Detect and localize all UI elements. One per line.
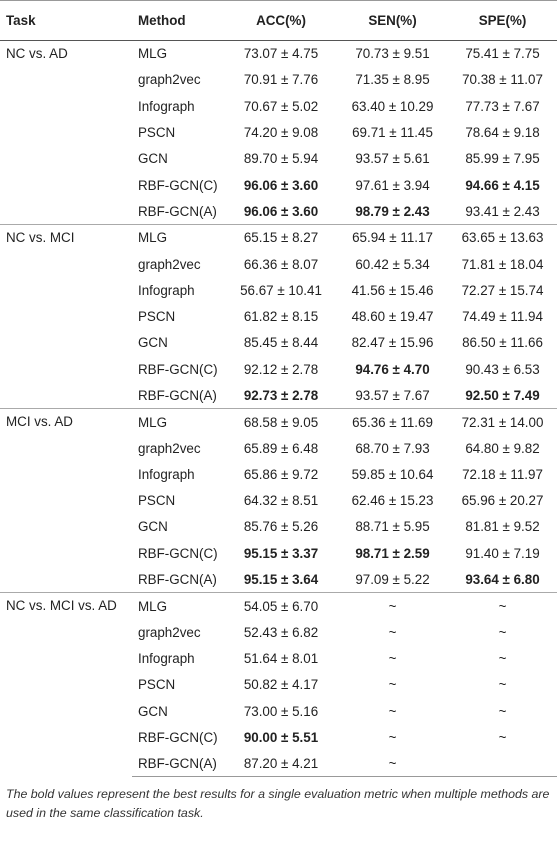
table-footnote: The bold values represent the best results for a single evaluation metric when multiple methods are used in the same classification task. (6, 787, 550, 821)
spe-cell: 72.18 ± 11.97 (462, 466, 543, 482)
sen-cell: ~ (388, 624, 397, 640)
spe-cell: ~ (498, 624, 507, 640)
sen-cell: 82.47 ± 15.96 (351, 335, 434, 351)
table-row (0, 225, 557, 251)
sen-cell: 41.56 ± 15.46 (351, 282, 434, 298)
spe-cell: 91.40 ± 7.19 (465, 545, 540, 561)
acc-cell: 61.82 ± 8.15 (243, 309, 319, 325)
sen-cell: 59.85 ± 10.64 (351, 466, 434, 482)
header-task: Task (0, 1, 132, 41)
spe-cell: ~ (498, 677, 507, 693)
method-cell: RBF-GCN(C) (138, 545, 218, 561)
acc-cell: 70.67 ± 5.02 (243, 98, 319, 114)
sen-cell: 62.46 ± 15.23 (351, 493, 434, 509)
acc-cell: 54.05 ± 6.70 (225, 593, 337, 619)
spe-cell: 81.81 ± 9.52 (465, 519, 540, 535)
spe-cell: 71.81 ± 18.04 (461, 256, 544, 272)
sen-cell: 88.71 ± 5.95 (355, 519, 430, 535)
sen-cell: ~ (388, 677, 397, 693)
method-cell: graph2vec (138, 72, 201, 88)
method-cell: GCN (138, 335, 168, 351)
method-cell: MLG (132, 593, 225, 619)
spe-cell: 74.49 ± 11.94 (462, 309, 543, 325)
method-cell: PSCN (138, 677, 176, 693)
sen-cell: 93.57 ± 7.67 (355, 387, 430, 403)
method-cell: PSCN (138, 493, 176, 509)
task-cell: NC vs. MCI vs. AD (0, 593, 132, 777)
method-cell: RBF-GCN(C) (138, 361, 218, 377)
table-header (0, 1, 557, 41)
method-cell: RBF-GCN(A) (138, 387, 217, 403)
spe-cell: 93.41 ± 2.43 (465, 203, 540, 219)
method-cell: Infograph (138, 650, 195, 666)
spe-cell: 90.43 ± 6.53 (465, 361, 540, 377)
spe-cell: 77.73 ± 7.67 (465, 98, 540, 114)
spe-cell: 75.41 ± 7.75 (448, 41, 557, 67)
sen-cell: 65.36 ± 11.69 (337, 409, 448, 435)
acc-cell: 64.32 ± 8.51 (243, 493, 319, 509)
spe-cell: 64.80 ± 9.82 (465, 440, 540, 456)
spe-cell: 72.27 ± 15.74 (461, 282, 544, 298)
acc-cell: 85.45 ± 8.44 (243, 335, 319, 351)
acc-cell: 95.15 ± 3.64 (243, 571, 319, 587)
method-cell: Infograph (138, 98, 195, 114)
method-cell: RBF-GCN(C) (138, 177, 218, 193)
acc-cell: 92.73 ± 2.78 (243, 387, 319, 403)
acc-cell: 52.43 ± 6.82 (243, 624, 319, 640)
task-cell: NC vs. MCI (0, 225, 132, 409)
spe-cell: 92.50 ± 7.49 (465, 387, 540, 403)
method-cell: GCN (138, 519, 168, 535)
method-cell: MLG (132, 409, 225, 435)
sen-cell: 98.79 ± 2.43 (355, 203, 430, 219)
table-body (0, 41, 557, 777)
spe-cell: 93.64 ± 6.80 (465, 571, 540, 587)
acc-cell: 96.06 ± 3.60 (243, 203, 319, 219)
sen-cell: 71.35 ± 8.95 (355, 72, 430, 88)
acc-cell: 51.64 ± 8.01 (243, 650, 319, 666)
method-cell: MLG (132, 225, 225, 251)
header-sen: SEN(%) (337, 1, 448, 41)
method-cell: Infograph (138, 282, 195, 298)
spe-cell: 65.96 ± 20.27 (461, 493, 544, 509)
method-cell: graph2vec (138, 624, 201, 640)
acc-cell: 65.15 ± 8.27 (225, 225, 337, 251)
sen-cell: 65.94 ± 11.17 (337, 225, 448, 251)
header-method: Method (132, 1, 225, 41)
acc-cell: 92.12 ± 2.78 (243, 361, 319, 377)
method-cell: graph2vec (138, 440, 201, 456)
spe-cell: ~ (448, 593, 557, 619)
spe-cell: 72.31 ± 14.00 (448, 409, 557, 435)
sen-cell: 70.73 ± 9.51 (337, 41, 448, 67)
sen-cell: 48.60 ± 19.47 (351, 309, 434, 325)
sen-cell: ~ (337, 593, 448, 619)
method-cell: graph2vec (138, 256, 201, 272)
method-cell: GCN (138, 151, 168, 167)
spe-cell: 63.65 ± 13.63 (448, 225, 557, 251)
acc-cell: 96.06 ± 3.60 (243, 177, 319, 193)
sen-cell: ~ (388, 703, 397, 719)
acc-cell: 50.82 ± 4.17 (243, 677, 319, 693)
acc-cell: 74.20 ± 9.08 (243, 125, 319, 141)
method-cell: Infograph (138, 466, 195, 482)
method-cell: GCN (138, 703, 168, 719)
spe-cell: ~ (498, 703, 507, 719)
sen-cell: 63.40 ± 10.29 (351, 98, 434, 114)
spe-cell: ~ (498, 729, 507, 745)
method-cell: PSCN (138, 309, 176, 325)
spe-cell: ~ (498, 650, 507, 666)
spe-cell: 94.66 ± 4.15 (465, 177, 540, 193)
acc-cell: 66.36 ± 8.07 (243, 256, 319, 272)
sen-cell: 97.61 ± 3.94 (355, 177, 430, 193)
table-row (0, 409, 557, 435)
acc-cell: 89.70 ± 5.94 (243, 151, 319, 167)
acc-cell: 73.07 ± 4.75 (225, 41, 337, 67)
method-cell: PSCN (138, 125, 176, 141)
spe-cell: 86.50 ± 11.66 (462, 335, 543, 351)
sen-cell: 69.71 ± 11.45 (352, 125, 433, 141)
spe-cell: 70.38 ± 11.07 (462, 72, 543, 88)
acc-cell: 87.20 ± 4.21 (225, 751, 337, 777)
sen-cell: ~ (388, 729, 397, 745)
spe-cell: 78.64 ± 9.18 (465, 125, 540, 141)
header-acc: ACC(%) (225, 1, 337, 41)
table-row (0, 593, 557, 619)
sen-cell: 98.71 ± 2.59 (355, 545, 430, 561)
acc-cell: 56.67 ± 10.41 (240, 282, 322, 298)
acc-cell: 68.58 ± 9.05 (225, 409, 337, 435)
method-cell: RBF-GCN(A) (132, 751, 225, 777)
method-cell: RBF-GCN(C) (138, 729, 218, 745)
sen-cell: ~ (388, 650, 397, 666)
acc-cell: 90.00 ± 5.51 (243, 729, 319, 745)
header-spe: SPE(%) (448, 1, 557, 41)
sen-cell: 94.76 ± 4.70 (355, 361, 430, 377)
task-cell: NC vs. AD (0, 41, 132, 225)
spe-cell: 85.99 ± 7.95 (465, 151, 540, 167)
acc-cell: 85.76 ± 5.26 (243, 519, 319, 535)
task-cell: MCI vs. AD (0, 409, 132, 593)
method-cell: MLG (132, 41, 225, 67)
sen-cell: 97.09 ± 5.22 (355, 571, 430, 587)
sen-cell: 60.42 ± 5.34 (355, 256, 430, 272)
header-row (0, 1, 557, 41)
method-cell: RBF-GCN(A) (138, 571, 217, 587)
method-cell: RBF-GCN(A) (138, 203, 217, 219)
sen-cell: 68.70 ± 7.93 (355, 440, 430, 456)
acc-cell: 73.00 ± 5.16 (243, 703, 319, 719)
acc-cell: 70.91 ± 7.76 (243, 72, 319, 88)
acc-cell: 65.86 ± 9.72 (243, 466, 319, 482)
sen-cell: ~ (337, 751, 448, 777)
sen-cell: 93.57 ± 5.61 (355, 151, 430, 167)
acc-cell: 65.89 ± 6.48 (243, 440, 319, 456)
table-row (0, 41, 557, 67)
spe-cell (448, 751, 557, 777)
acc-cell: 95.15 ± 3.37 (243, 545, 319, 561)
